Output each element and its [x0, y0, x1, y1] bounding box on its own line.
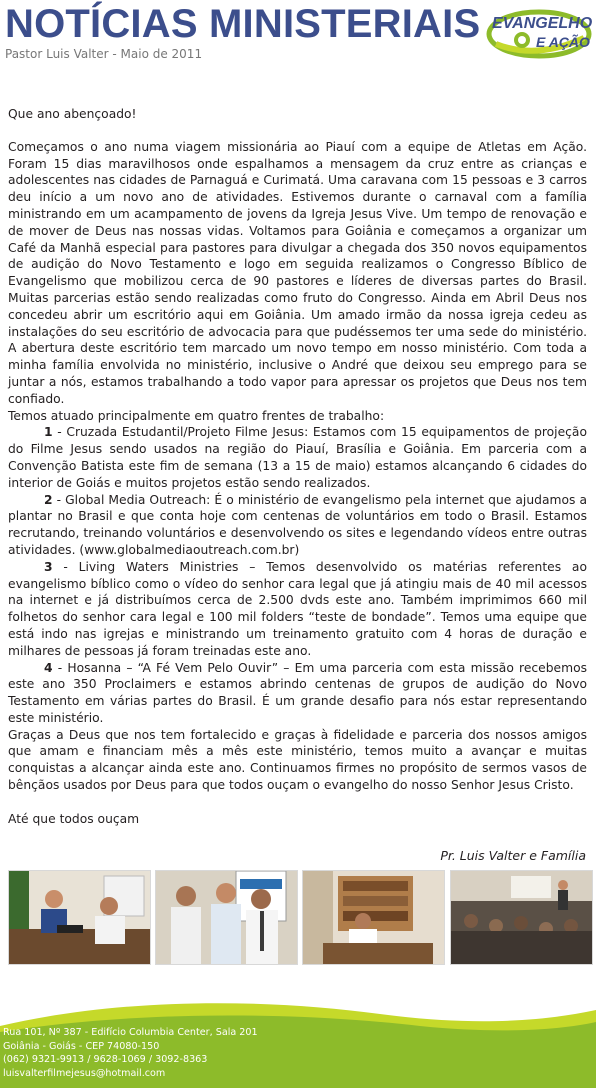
logo-text-line2: E AÇÃO — [536, 34, 590, 50]
signature: Pr. Luis Valter e Família — [440, 848, 586, 863]
closing-line: Até que todos ouçam — [8, 811, 140, 826]
front-item-4: 4 - Hosanna – “A Fé Vem Pelo Ouvir” – Em uma parceria com esta missão recebemos este ano 350 Proclaimers e estamos abrindo centenas de grupos de audição do Novo Testamento em várias partes do Brasil. É um grande desafio para nós estar representando este ministério. — [8, 660, 587, 725]
footer-contact — [3, 1026, 258, 1080]
front-item-2: 2 - Global Media Outreach: É o ministério de evangelismo pela internet que ajudamos a plantar no Brasil e que conta hoje com centenas de voluntários em todo o Brasil. Estamos recrutando, treinando voluntários e desenvolvendo os sites e legendando vídeos entre outras atividades. (www.globalmediaoutreach.com.br) — [8, 492, 587, 557]
fronts-intro: Temos atuado principalmente em quatro frentes de trabalho: — [8, 408, 385, 423]
group-men-photo — [155, 870, 298, 965]
newsletter-subtitle: Pastor Luis Valter - Maio de 2011 — [5, 47, 203, 61]
footer-phones: (062) 9321-9913 / 9628-1069 / 3092-8363 — [3, 1054, 208, 1066]
paragraph-final: Graças a Deus que nos tem fortalecido e graças à fidelidade e parceria dos nossos amigos que amam e financiam mês a mês este ministério, temos muito a avançar e muitas conquistas a alcançar ainda este ano. Continuamos firmes no propósito de sermos vasos de bênçãos usados por Deus para que todos ouçam o evangelho do nosso Senhor Jesus Cristo. — [8, 727, 587, 793]
office-bookshelf-photo — [302, 870, 445, 965]
logo-text-line1: EVANGELHO — [492, 15, 592, 32]
front-item-1: 1 - Cruzada Estudantil/Projeto Filme Jesus: Estamos com 15 equipamentos de projeção do Filme Jesus sendo usados na região do Piauí, Brasília e Goiânia. Em parceria com a Convenção Batista este fim de semana (13 a 15 de maio) estamos alcançando 6 cidades do interior de Goiás e muitos projetos estão sendo realizados. — [8, 425, 587, 490]
footer-address-line2: Goiânia - Goiás - CEP 74080-150 — [3, 1040, 160, 1052]
audience-room-photo — [450, 870, 593, 965]
paragraph-intro: Começamos o ano numa viagem missionária ao Piauí com a equipe de Atletas em Ação. Foram 15 dias maravilhosos onde espalhamos a mensagem da cruz entre as crianças e adolescentes nas cidades de Parnaguá e Curimatá. Uma caravana com 15 pessoas e 3 carros deu início a um novo ano de atividades. Estivemos durante o carnaval com a família ministrando em um acampamento de jovens da Igreja Jesus Vive. Um tempo de renovação e de mover de Deus nas nossas vidas. Voltamos para Goiânia e começamos a organizar um Café da Manhã especial para pastores para divulgar a chegada dos 350 novos equipamentos de audição do Novo Testamento e logo em seguida realizamos o Congresso Bíblico de Evangelismo que mobilizou cerca de 90 pastores e líderes de diversas partes do Brasil. Muitas parcerias estão sendo realizadas como fruto do Congresso. Ainda em Abril Deus nos concedeu abrir um escritório aqui em Goiânia. Um amado irmão da nossa igreja cedeu as instalações do seu escritório de advocacia para que pudéssemos ter uma sede do ministério. A abertura deste escritório tem marcado um novo tempo em nosso ministério. Com toda a minha família envolvida no ministério, inclusive o André que deixou seu emprego para se juntar a nós, estamos trabalhando a todo vapor para apressar os projetos que Deus nos tem confiado. — [8, 139, 587, 406]
footer-address-line1: Rua 101, Nº 387 - Edifício Columbia Center, Sala 201 — [3, 1027, 258, 1038]
greeting: Que ano abençoado! — [8, 107, 137, 121]
footer-email[interactable]: luisvalterfilmejesus@hotmail.com — [3, 1067, 166, 1079]
front-item-3: 3 - Living Waters Ministries – Temos desenvolvido os matérias referentes ao evangelismo bíblico como o vídeo do senhor cara legal que já atingiu mais de 40 mil acessos na internet e já distribuímos cerca de 2.500 dvds este ano. Também imprimimos 660 mil folhetos do senhor cara legal e 100 mil folders “teste de bondade”. Temos uma equipe que está indo nas igrejas e ministrando um treinamento gratuito com 4 horas de duração e milhares de pessoas já foram treinadas este ano. — [8, 559, 587, 658]
newsletter-title: NOTÍCIAS MINISTERIAIS — [5, 2, 481, 46]
evangelho-e-acao-logo — [486, 4, 592, 60]
office-desk-photo — [8, 870, 151, 965]
letter-body — [8, 106, 587, 828]
